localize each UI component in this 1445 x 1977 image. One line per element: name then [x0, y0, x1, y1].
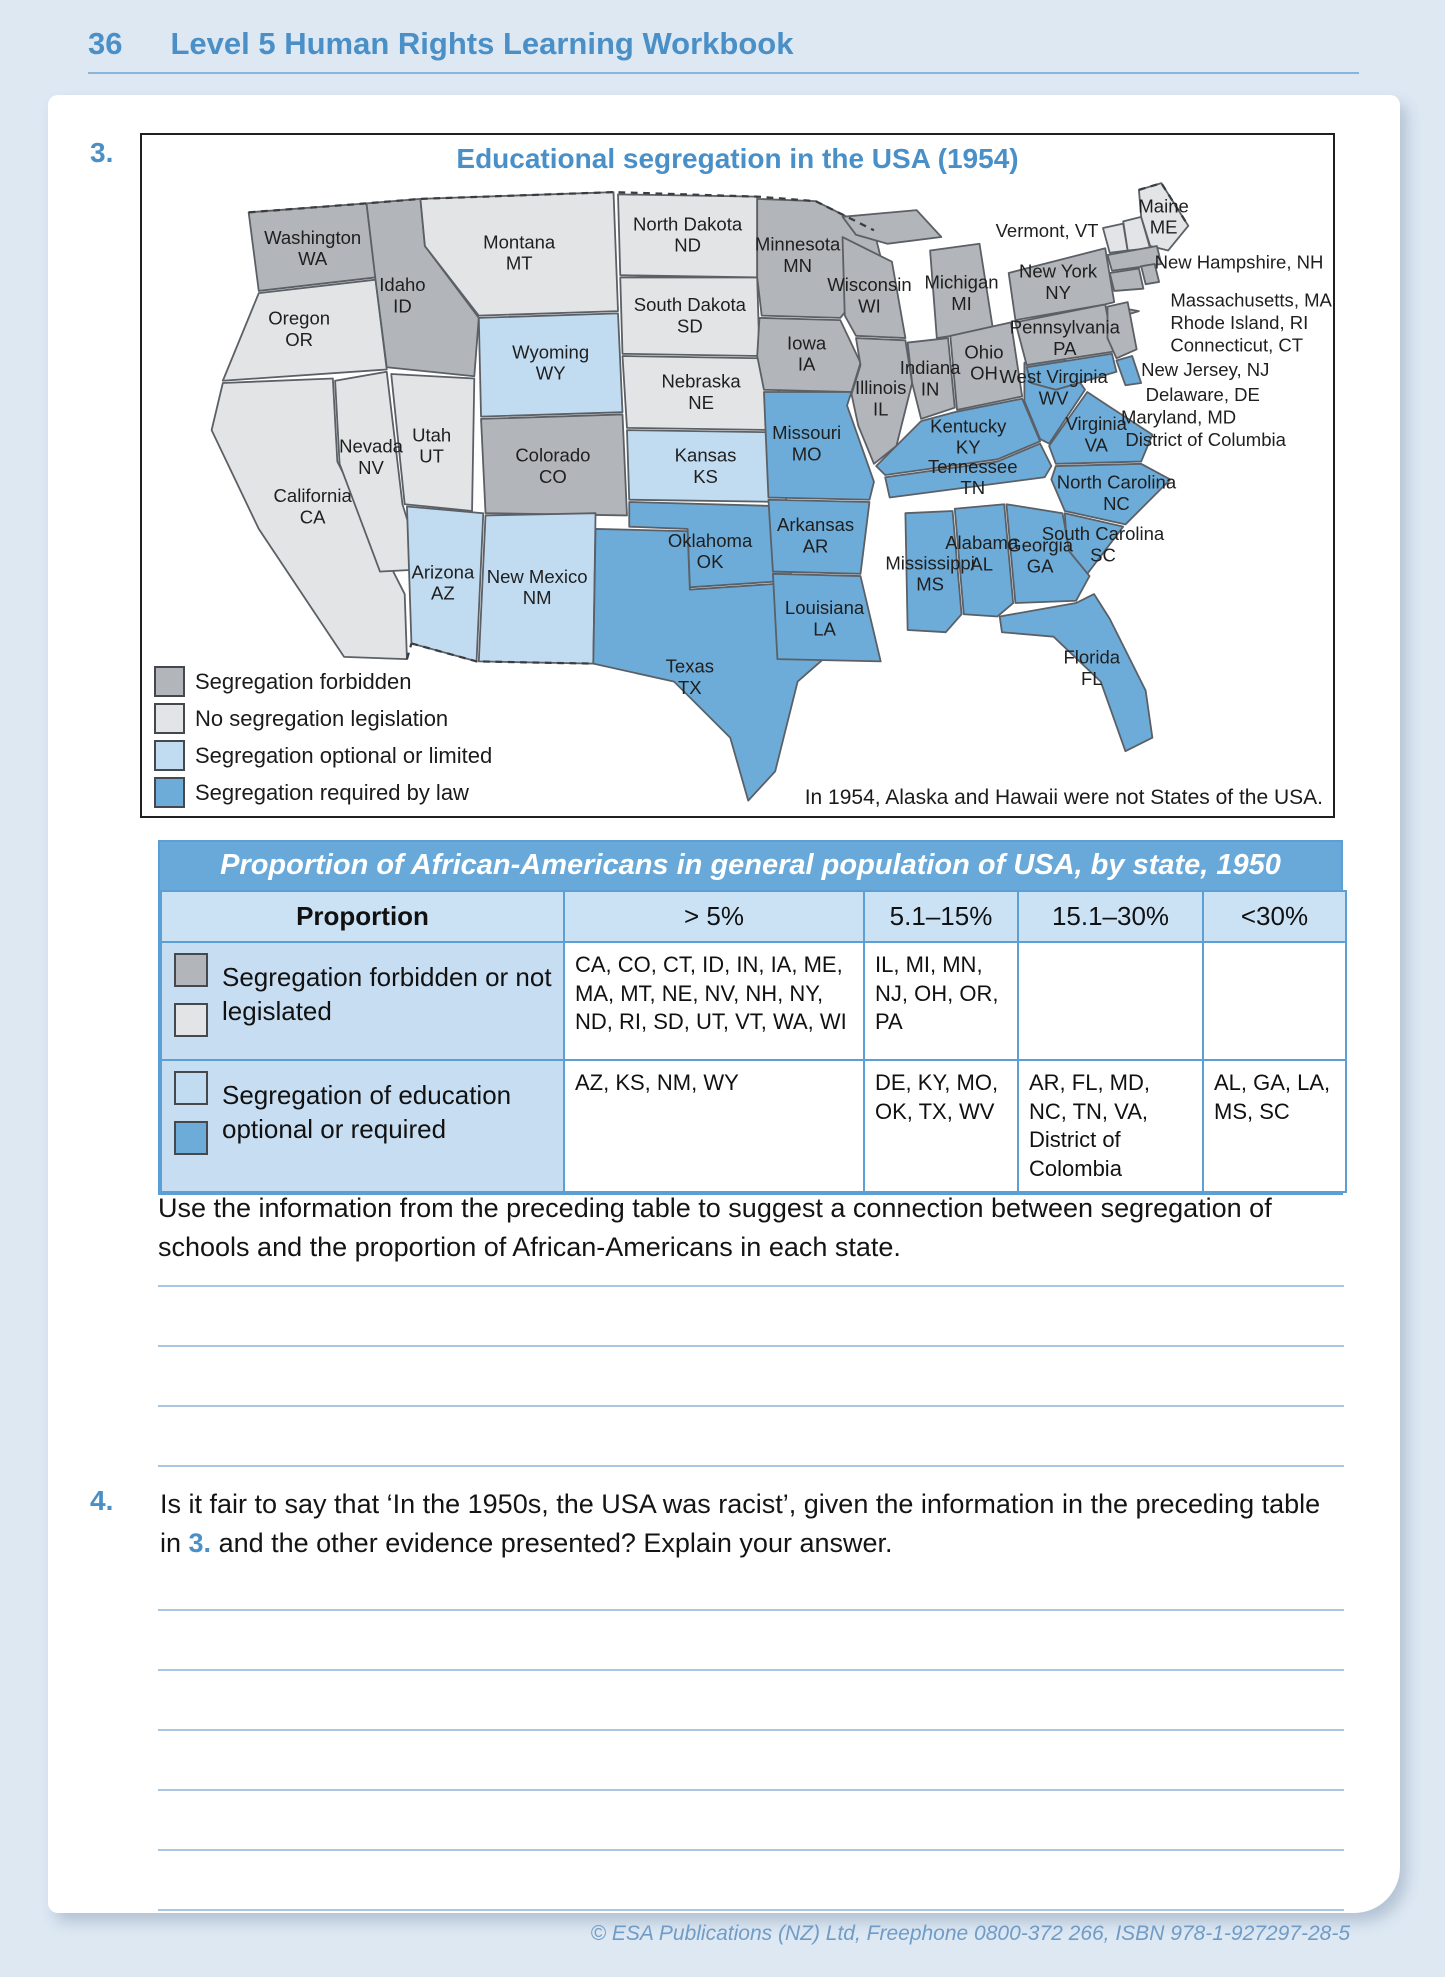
external-label-5: New Jersey, NJ — [1141, 359, 1270, 381]
state-abbr-MN: MN — [783, 254, 813, 276]
state-abbr-IN: IN — [920, 378, 940, 400]
answer-line — [158, 1791, 1344, 1851]
state-label-KS: Kansas — [674, 444, 737, 466]
state-label-WA: Washington — [264, 226, 362, 248]
state-abbr-TN: TN — [960, 477, 986, 499]
state-DE — [1116, 356, 1141, 385]
state-label-OR: Oregon — [268, 307, 331, 329]
state-label-CA: California — [273, 484, 352, 506]
state-abbr-CA: CA — [299, 506, 326, 528]
state-abbr-ID: ID — [393, 295, 412, 317]
state-label-MI: Michigan — [924, 271, 999, 293]
cell-forbidden-15-30 — [1018, 942, 1203, 1060]
row-label: Segregation forbidden or not legislated — [222, 962, 552, 1026]
legend-swatch-required — [154, 777, 185, 808]
state-CT — [1110, 268, 1144, 290]
state-abbr-CO: CO — [538, 465, 567, 487]
legend-item-forbidden — [154, 666, 492, 697]
cell-segregated-gt5: AZ, KS, NM, WY — [564, 1060, 864, 1192]
cell-segregated-15-30: AR, FL, MD, NC, TN, VA, District of Colombia — [1018, 1060, 1203, 1192]
col-header-lt30: <30% — [1203, 891, 1346, 942]
state-abbr-KS: KS — [693, 465, 718, 487]
state-label-WI: Wisconsin — [827, 273, 912, 295]
state-abbr-WI: WI — [858, 295, 881, 317]
answer-line — [158, 1347, 1344, 1407]
state-abbr-WA: WA — [298, 248, 328, 270]
state-label-UT: Utah — [412, 424, 452, 446]
question-4-answer-lines — [158, 1551, 1344, 1911]
state-label-OK: Oklahoma — [667, 529, 753, 551]
page-number: 36 — [88, 26, 123, 61]
answer-line — [158, 1227, 1344, 1287]
state-label-MN: Minnesota — [754, 233, 841, 255]
state-abbr-WV: WV — [1038, 387, 1069, 409]
state-label-NV: Nevada — [339, 435, 403, 457]
state-label-IN: Indiana — [899, 357, 961, 378]
map-note: In 1954, Alaska and Hawaii were not States of the USA. — [804, 786, 1323, 809]
state-label-IL: Illinois — [854, 377, 907, 399]
state-label-PA: Pennsylvania — [1009, 316, 1120, 338]
content-card — [48, 95, 1400, 1913]
legend-label: No segregation legislation — [195, 705, 449, 731]
col-header-proportion: Proportion — [161, 891, 564, 942]
proportion-table — [158, 840, 1343, 1195]
state-abbr-MS: MS — [916, 573, 944, 595]
state-abbr-ME: ME — [1149, 216, 1178, 238]
state-label-MT: Montana — [483, 231, 556, 253]
state-label-NC: North Carolina — [1056, 471, 1177, 493]
state-abbr-LA: LA — [813, 618, 836, 640]
question-3-number: 3. — [90, 137, 114, 168]
state-abbr-ND: ND — [674, 234, 701, 256]
answer-line — [158, 1851, 1344, 1911]
answer-line — [158, 1731, 1344, 1791]
cell-segregated-lt30: AL, GA, LA, MS, SC — [1203, 1060, 1346, 1192]
state-abbr-IA: IA — [797, 353, 816, 375]
state-label-CO: Colorado — [515, 444, 591, 466]
external-label-6: Delaware, DE — [1145, 383, 1260, 405]
cell-forbidden-5-15: IL, MI, MN, NJ, OH, OR, PA — [864, 942, 1018, 1060]
page-header — [88, 26, 1359, 74]
legend-item-optional — [154, 740, 492, 771]
state-abbr-SD: SD — [676, 315, 703, 337]
state-label-MO: Missouri — [772, 422, 842, 444]
state-label-ME: Maine — [1138, 195, 1189, 217]
state-label-TX: Texas — [665, 655, 715, 677]
external-label-1: New Hampshire, NH — [1154, 251, 1324, 273]
state-label-AL: Alabama — [945, 532, 1019, 554]
answer-line — [158, 1551, 1344, 1611]
page-title: Level 5 Human Rights Learning Workbook — [170, 26, 794, 61]
table-row-forbidden — [161, 942, 1346, 1060]
swatch-forbidden — [174, 953, 208, 987]
legend-swatch-none — [154, 703, 185, 734]
state-label-GA: Georgia — [1007, 534, 1074, 556]
answer-line — [158, 1611, 1344, 1671]
segregation-map — [140, 133, 1335, 818]
legend-item-none — [154, 703, 492, 734]
state-abbr-SC: SC — [1090, 544, 1116, 566]
state-label-AZ: Arizona — [411, 561, 475, 583]
state-label-KY: Kentucky — [930, 415, 1007, 437]
state-abbr-UT: UT — [419, 445, 444, 467]
state-abbr-KY: KY — [955, 436, 981, 458]
row-label-cell — [161, 1060, 564, 1192]
cell-forbidden-gt5: CA, CO, CT, ID, IN, IA, ME, MA, MT, NE, NV, NH, NY, ND, RI, SD, UT, VT, WA, WI — [564, 942, 864, 1060]
state-label-LA: Louisiana — [784, 597, 865, 619]
external-label-4: Connecticut, CT — [1170, 334, 1304, 356]
map-title: Educational segregation in the USA (1954) — [456, 143, 1019, 174]
legend-swatch-forbidden — [154, 666, 185, 697]
state-label-TN: Tennessee — [927, 455, 1018, 477]
state-abbr-AR: AR — [802, 535, 829, 557]
question-4-number: 4. — [90, 1485, 114, 1516]
answer-line — [158, 1407, 1344, 1467]
q4-ref-3: 3. — [188, 1528, 212, 1559]
table-row-segregated — [161, 1060, 1346, 1192]
state-abbr-NY: NY — [1045, 281, 1071, 303]
legend-swatch-optional — [154, 740, 185, 771]
swatch-none — [174, 1003, 208, 1037]
state-abbr-NC: NC — [1103, 492, 1130, 514]
external-label-7: Maryland, MD — [1120, 406, 1237, 428]
col-header-gt5: > 5% — [564, 891, 864, 942]
state-abbr-OK: OK — [696, 551, 724, 573]
legend-label: Segregation optional or limited — [195, 742, 493, 768]
table-header-row — [161, 891, 1346, 942]
state-abbr-TX: TX — [678, 676, 702, 698]
state-abbr-MO: MO — [791, 443, 822, 465]
state-abbr-MT: MT — [505, 252, 533, 274]
state-abbr-NM: NM — [522, 587, 552, 609]
state-label-SD: South Dakota — [633, 294, 746, 316]
state-abbr-FL: FL — [1080, 667, 1103, 689]
cell-forbidden-lt30 — [1203, 942, 1346, 1060]
state-abbr-IL: IL — [872, 398, 889, 420]
state-FL — [1000, 594, 1153, 751]
col-header-15-30: 15.1–30% — [1018, 891, 1203, 942]
state-label-ID: Idaho — [379, 273, 426, 295]
state-label-NY: New York — [1018, 260, 1098, 282]
legend-label: Segregation forbidden — [195, 668, 412, 694]
external-label-3: Rhode Island, RI — [1170, 312, 1309, 334]
page-footer: © ESA Publications (NZ) Ltd, Freephone 0800-372 266, ISBN 978-1-927297-28-5 — [590, 1922, 1350, 1945]
state-abbr-AZ: AZ — [431, 582, 455, 604]
state-label-IA: Iowa — [787, 332, 827, 354]
state-abbr-GA: GA — [1026, 555, 1054, 577]
external-label-0: Vermont, VT — [995, 220, 1099, 242]
legend-label: Segregation required by law — [195, 779, 469, 805]
col-header-5-15: 5.1–15% — [864, 891, 1018, 942]
external-label-2: Massachusetts, MA — [1170, 289, 1332, 311]
state-abbr-VA: VA — [1084, 434, 1108, 456]
row-label-cell — [161, 942, 564, 1060]
legend-item-required — [154, 777, 492, 808]
state-label-SC: South Carolina — [1041, 523, 1165, 545]
state-label-ND: North Dakota — [633, 213, 743, 235]
row-label: Segregation of education optional or required — [222, 1080, 512, 1144]
state-abbr-NE: NE — [688, 391, 714, 413]
swatch-required — [174, 1121, 208, 1155]
state-label-NE: Nebraska — [661, 370, 741, 392]
state-label-WV: West Virginia — [999, 365, 1108, 387]
state-abbr-AL: AL — [970, 553, 994, 575]
state-abbr-NV: NV — [358, 456, 384, 478]
state-label-OH: Ohio — [964, 341, 1004, 363]
state-abbr-PA: PA — [1053, 337, 1077, 359]
state-label-VA: Virginia — [1065, 413, 1127, 435]
map-legend — [154, 660, 492, 808]
question-3-answer-lines — [158, 1227, 1344, 1467]
cell-segregated-5-15: DE, KY, MO, OK, TX, WV — [864, 1060, 1018, 1192]
answer-line — [158, 1671, 1344, 1731]
state-label-AR: Arkansas — [776, 514, 855, 536]
state-abbr-MI: MI — [951, 293, 972, 315]
state-abbr-OH: OH — [970, 362, 998, 384]
swatch-optional — [174, 1071, 208, 1105]
state-label-MS: Mississippi — [885, 552, 975, 574]
state-abbr-WY: WY — [535, 362, 566, 384]
q4-text-part1: Is it fair to say that ‘In the 1950s, the USA was racist’, given the information in the preceding table in — [160, 1489, 1321, 1559]
national-border-dashed — [407, 643, 411, 659]
state-label-FL: Florida — [1063, 646, 1121, 668]
q4-text-part2: and the other evidence presented? Explain your answer. — [211, 1528, 893, 1559]
state-label-WY: Wyoming — [512, 341, 590, 363]
external-label-8: District of Columbia — [1125, 428, 1286, 450]
answer-line — [158, 1287, 1344, 1347]
state-label-NM: New Mexico — [486, 565, 588, 587]
question-3-prompt: Use the information from the preceding table to suggest a connection between segregation of schools and the proportion of African-Americans in each state. — [158, 1193, 1272, 1263]
state-abbr-OR: OR — [285, 328, 314, 350]
table-title: Proportion of African-Americans in general population of USA, by state, 1950 — [160, 842, 1341, 890]
